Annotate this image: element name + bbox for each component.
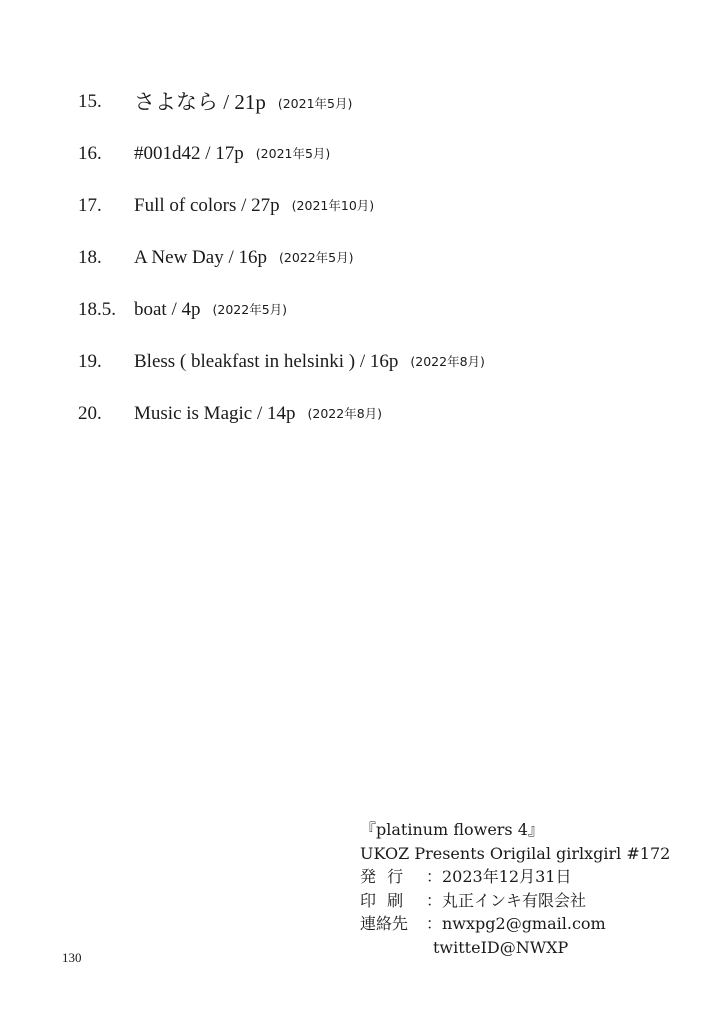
toc-entry-text [134, 192, 374, 220]
toc-entry-text [134, 296, 287, 324]
toc-entry-date: (2022年8月) [410, 354, 485, 369]
toc-entry-date: (2021年5月) [255, 146, 331, 161]
colophon-contact-value: ：nwxpg2@gmail.com [426, 914, 606, 933]
colophon-circle-line: UKOZ Presents Origilal girlxgirl #172 [360, 843, 671, 863]
colophon-issue-label: 発 行 [360, 867, 407, 886]
colophon-contact-label: 連絡先 [360, 914, 409, 933]
toc-entry-number: 16. [78, 143, 102, 164]
toc-entry-title: Music is Magic / 14p [134, 403, 296, 424]
toc-entry-title: Full of colors / 27p [134, 195, 280, 216]
colophon-issue-value: ：2023年12月31日 [426, 867, 572, 886]
colophon-contact-row [360, 912, 670, 936]
toc-entry-number: 18. [78, 247, 102, 268]
toc-entry-date: (2021年10月) [291, 198, 375, 213]
toc-entry-text [134, 244, 354, 272]
colophon-print-row [360, 889, 670, 913]
colophon-issue-row [360, 865, 670, 889]
toc-entry-date: (2022年8月) [307, 406, 383, 421]
colophon-print-value: ：丸正インキ有限会社 [426, 890, 587, 910]
page-number: 130 [62, 950, 82, 965]
toc-entry-text [134, 88, 352, 118]
toc-entry-number: 18.5. [78, 299, 116, 320]
toc-entry-date: (2022年5月) [278, 250, 354, 265]
toc-entry-text [134, 348, 485, 376]
colophon-print-label: 印 刷 [360, 890, 407, 910]
toc-entry-number: 20. [78, 403, 102, 424]
colophon [360, 818, 670, 959]
toc-entry-number: 17. [78, 195, 102, 216]
toc-entry-date: (2022年5月) [212, 302, 288, 317]
toc-entry-title: さよなら / 21p [134, 90, 266, 114]
toc-entry-text [134, 140, 330, 168]
toc-entry-number: 19. [78, 351, 102, 372]
toc-entry-text [134, 400, 382, 428]
toc-entry-title: A New Day / 16p [134, 247, 267, 268]
toc-entry-number: 15. [78, 91, 102, 112]
toc-entry-title: #001d42 / 17p [134, 143, 244, 164]
toc-entry-title: boat / 4p [134, 299, 201, 320]
colophon-book-title: 『platinum flowers 4』 [360, 820, 544, 839]
toc-entry-date: (2021年5月) [277, 96, 353, 111]
toc-entry-title: Bless ( bleakfast in helsinki ) / 16p [134, 351, 399, 372]
colophon-twitter: twitteID@NWXP [433, 937, 569, 957]
